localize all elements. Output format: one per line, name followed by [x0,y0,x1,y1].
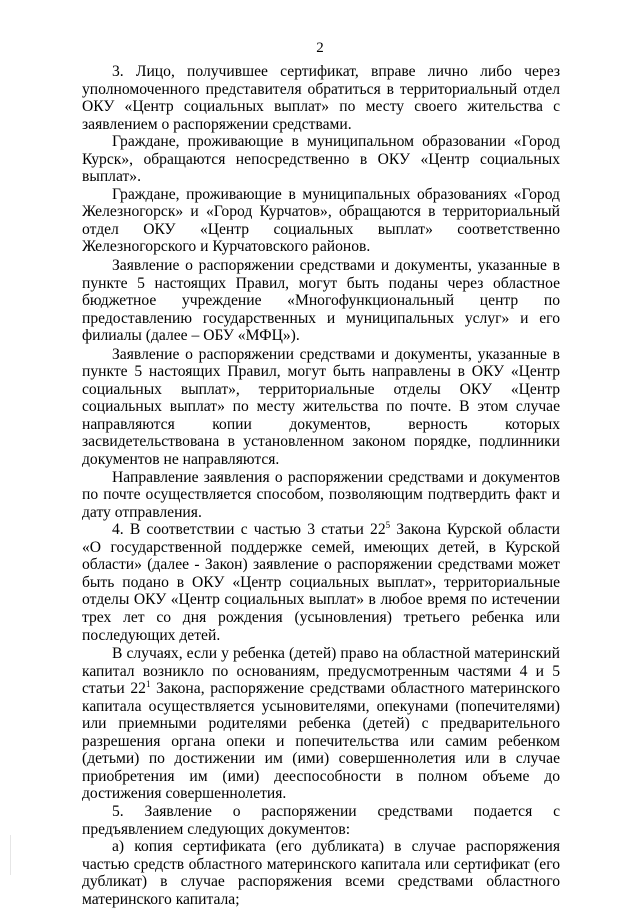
paragraph-4-cases [82,645,560,803]
paragraph-mail-method: Направление заявления о распоряжении средствами и документов по почте осуществляется способом, позволяющим подтвердить факт и дату отправления. [82,468,560,521]
document-body [82,63,560,908]
scan-margin-line [10,835,11,875]
paragraph-4-text-after: Закона Курской области «О государственной поддержке семей, имеющих детей, в Курской области» (далее - Закон) заявление о распоряжении средствами может быть подано в ОКУ «Центр социальных выплат», территориальные отделы ОКУ «Центр социальных выплат» в любое время по истечении трех лет со дня рождения (усыновления) третьего ребенка или последующих детей. [82,521,560,644]
paragraph-mfc-submission: Заявление о распоряжении средствами и документы, указанные в пункте 5 настоящих Правил, могут быть поданы через областное бюджетное учреждение «Многофункциональный центр по предоставлению государственных и муниципальных услуг» и его филиалы (далее – ОБУ «МФЦ»). [82,257,560,345]
paragraph-4-text-before: 4. В соответствии с частью 3 статьи 22 [112,521,386,539]
page-number: 2 [316,40,324,56]
paragraph-zheleznogorsk-kurchatov-residents: Граждане, проживающие в муниципальных образованиях «Город Железногорск» и «Город Курчатов», обращаются в территориальный отдел ОКУ «Центр социальных выплат» соответственно Железногорского и Курчатовского районов. [82,185,560,256]
paragraph-kursk-residents: Граждане, проживающие в муниципальном образовании «Город Курск», обращаются непосредственно в ОКУ «Центр социальных выплат». [82,133,560,186]
article-superscript: 1 [145,679,151,690]
paragraph-cases-text-after: Закона, распоряжение средствами областного материнского капитала осуществляется усыновителями, опекунами (попечителями) или приемными родителями ребенка (детей) с предварительного разрешения органа опеки и попечительства или самим ребенком (детьми) по достижении им (ими) совершеннолетия или в случае приобретения им (ими) дееспособности в полном объеме до достижения совершеннолетия. [82,680,560,803]
paragraph-5-item-a: а) копия сертификата (его дубликата) в случае распоряжения частью средств областного материнского капитала или сертификат (его дубликат) в случае распоряжения всеми средствами областного материнского капитала; [82,838,560,908]
article-superscript: 5 [385,520,391,531]
paragraph-3-main: 3. Лицо, получившее сертификат, вправе лично либо через уполномоченного представителя обратиться в территориальный отдел ОКУ «Центр социальных выплат» по месту своего жительства с заявлением о распоряжении средствами. [82,63,560,133]
paragraph-5-main: 5. Заявление о распоряжении средствами подается с предъявлением следующих документов: [82,802,560,838]
paragraph-4-main [82,521,560,644]
paragraph-cases-text-before: В случаях, если у ребенка (детей) право на областной материнский капитал возникло по основаниям, предусмотренным частями 4 и 5 статьи 22 [82,645,560,698]
paragraph-mail-submission: Заявление о распоряжении средствами и документы, указанные в пункте 5 настоящих Правил, могут быть направлены в ОКУ «Центр социальных выплат», территориальные отделы ОКУ «Центр социальных выплат» по месту жительства по почте. В этом случае направляются копии документов, верность которых засвидетельствована в установленном законом порядке, подлинники документов не направляются. [82,345,560,469]
